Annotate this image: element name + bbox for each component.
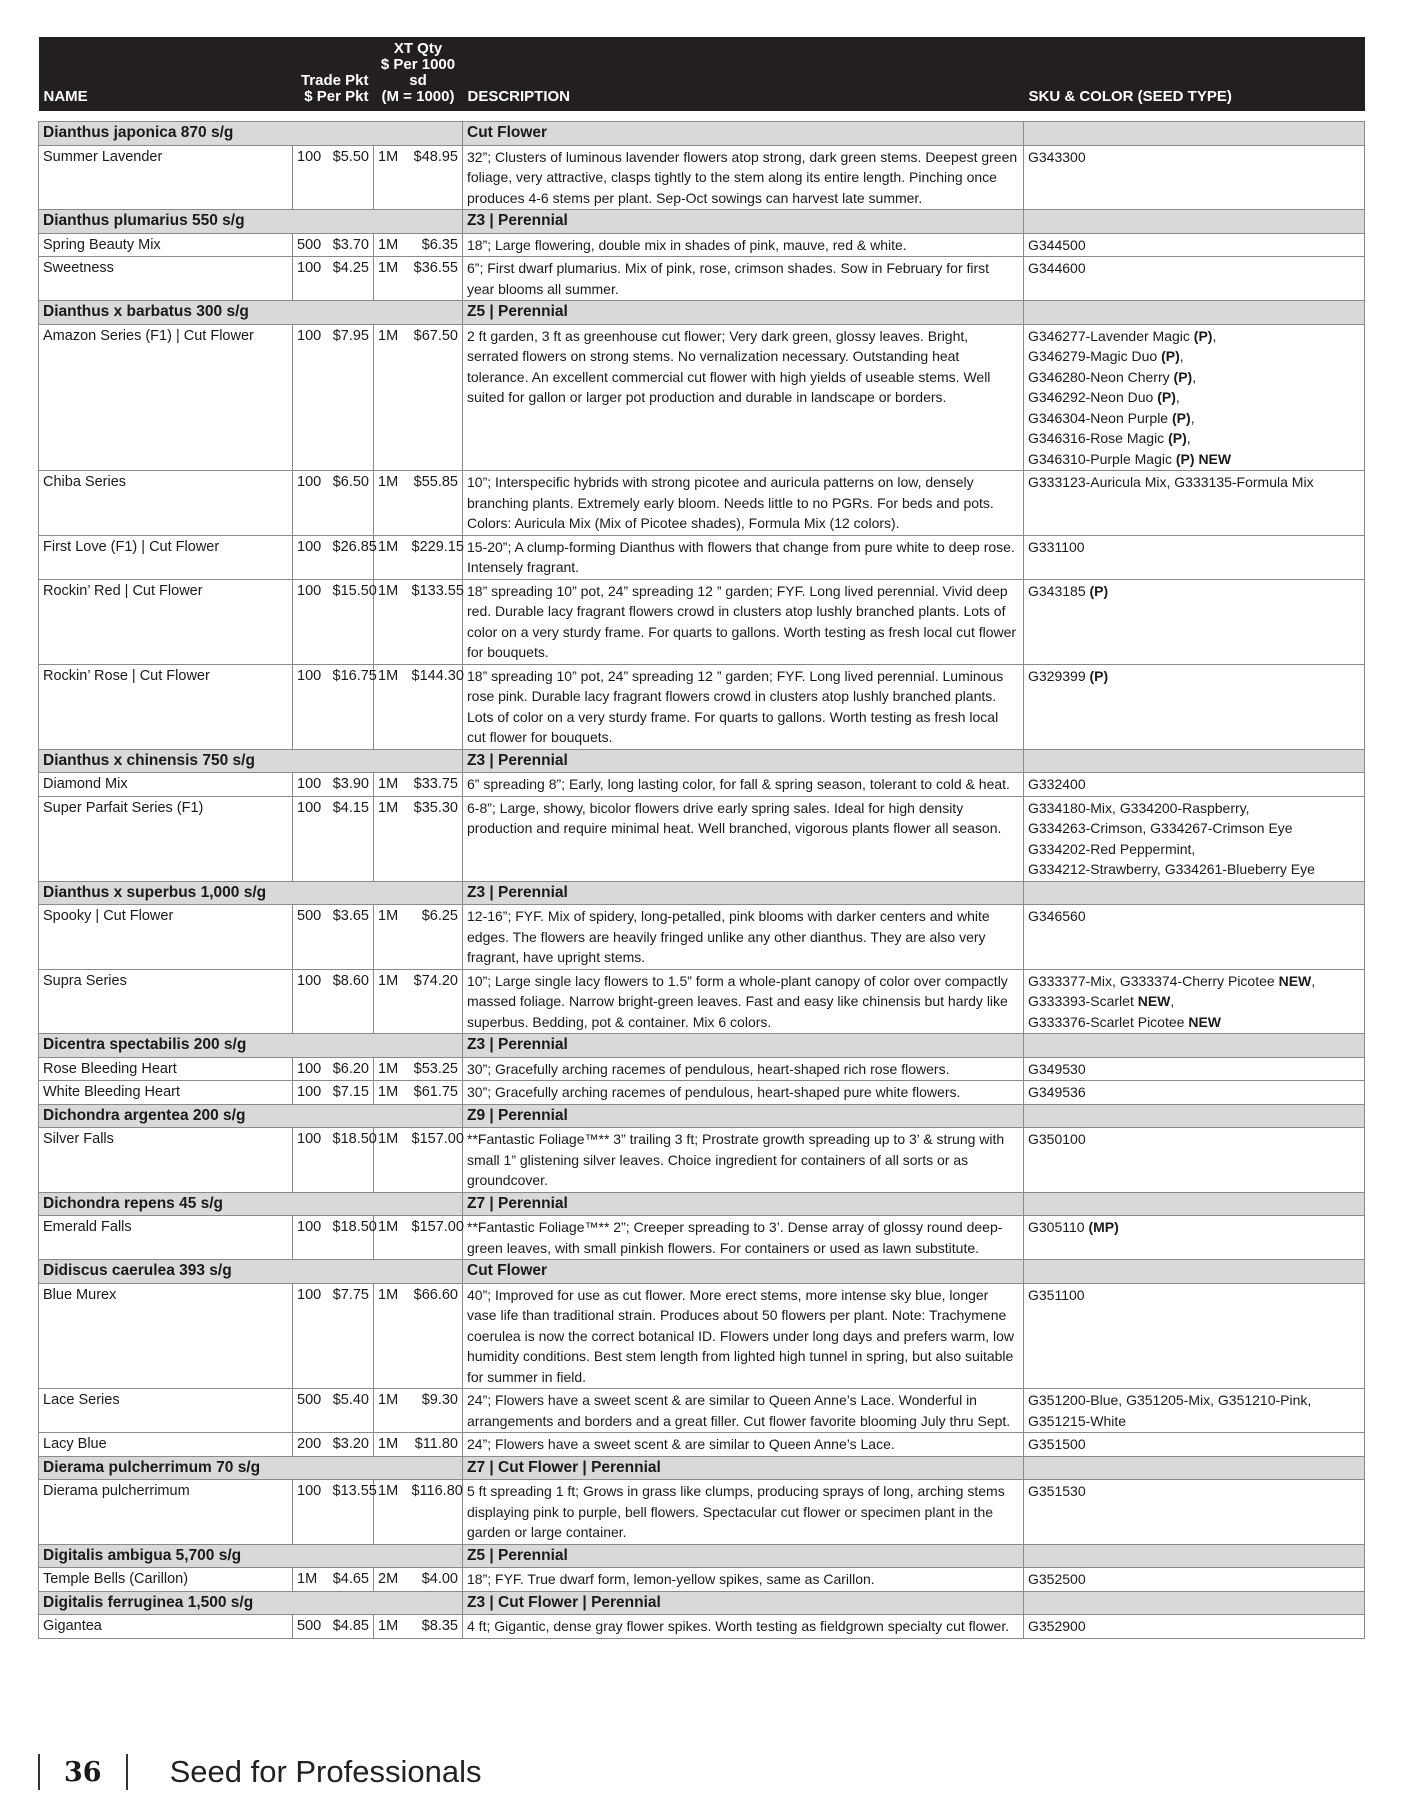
variety-sku: G334180-Mix, G334200-Raspberry, G334263-Crimson, G334267-Crimson Eye G334202-Red Peppermint, G334212-Strawberry, G334261-Blueberry Eye — [1024, 796, 1365, 881]
xt-price: $36.55 — [408, 257, 463, 301]
xt-price: $35.30 — [408, 796, 463, 881]
variety-name: Emerald Falls — [39, 1216, 293, 1260]
new-badge: NEW — [1278, 972, 1312, 989]
trade-pkt-qty: 100 — [293, 145, 329, 210]
table-row — [39, 233, 1365, 257]
xt-qty: 1M — [374, 324, 408, 471]
table-header-row — [39, 37, 1365, 111]
table-row — [39, 664, 1365, 749]
trade-pkt-price: $4.25 — [329, 257, 374, 301]
species-header-row — [39, 1544, 1365, 1568]
species-type: Z3 | Perennial — [463, 749, 1024, 773]
table-row — [39, 579, 1365, 664]
trade-pkt-qty: 100 — [293, 1216, 329, 1260]
variety-name: Rockin’ Red | Cut Flower — [39, 579, 293, 664]
variety-description: 10”; Interspecific hybrids with strong picotee and auricula patterns on low, densely branching plants. Extremely early bloom. Needs little to no PGRs. For beds and pots. Colors: Auricula Mix (Mix of Picotee shades), Formula Mix (12 colors). — [463, 471, 1024, 536]
xt-price: $55.85 — [408, 471, 463, 536]
xt-qty: 1M — [374, 1389, 408, 1433]
xt-qty: 1M — [374, 1081, 408, 1105]
variety-description: 32”; Clusters of luminous lavender flowers atop strong, dark green stems. Deepest green foliage, very attractive, clasps tightly to the stem along its entire length. Pinching once produces 4-6 stems per plant. Sep-Oct sowings can harvest late summer. — [463, 145, 1024, 210]
species-type: Z5 | Perennial — [463, 1544, 1024, 1568]
xt-price: $53.25 — [408, 1057, 463, 1081]
variety-name: Summer Lavender — [39, 145, 293, 210]
seed-type-marker: (P) — [1161, 348, 1180, 364]
trade-pkt-qty: 100 — [293, 257, 329, 301]
xt-qty: 2M — [374, 1568, 408, 1592]
xt-price: $48.95 — [408, 145, 463, 210]
header-xt-line2: $ Per 1000 sd — [380, 56, 456, 89]
xt-price: $229.15 — [408, 535, 463, 579]
xt-qty: 1M — [374, 773, 408, 797]
header-trade-pkt-line2: $ Per Pkt — [304, 88, 369, 105]
variety-description: **Fantastic Foliage™** 2”; Creeper spreading to 3’. Dense array of glossy round deep-green leaves, with small pinkish flowers. For containers or used as lawn substitute. — [463, 1216, 1024, 1260]
trade-pkt-qty: 100 — [293, 664, 329, 749]
page-footer — [38, 1752, 481, 1792]
table-row — [39, 1480, 1365, 1545]
seed-type-marker: (P) — [1089, 582, 1109, 599]
xt-price: $67.50 — [408, 324, 463, 471]
variety-name: Blue Murex — [39, 1283, 293, 1389]
species-sku-blank — [1024, 1456, 1365, 1480]
xt-qty: 1M — [374, 1216, 408, 1260]
table-row — [39, 1433, 1365, 1457]
variety-sku: G351100 — [1024, 1283, 1365, 1389]
variety-sku: G332400 — [1024, 773, 1365, 797]
variety-sku: G305110 (MP) — [1024, 1216, 1365, 1260]
variety-sku: G333377-Mix, G333374-Cherry Picotee NEW, G333393-Scarlet NEW, G333376-Scarlet Picotee NEW — [1024, 969, 1365, 1034]
seed-type-marker: (P) — [1168, 430, 1187, 446]
variety-description: 40”; Improved for use as cut flower. More erect stems, more intense sky blue, longer vase life than traditional strain. Produces about 50 flowers per plant. Note: Trachymene coerulea is now the correct botanical ID. Flowers under long days and prefers warm, low humidity conditions. Best stem length from lighted high tunnel in spring, but also suitable for summer in field. — [463, 1283, 1024, 1389]
variety-description: 18”; FYF. True dwarf form, lemon-yellow spikes, same as Carillon. — [463, 1568, 1024, 1592]
species-sku-blank — [1024, 1192, 1365, 1216]
species-type: Z3 | Perennial — [463, 1034, 1024, 1058]
variety-sku: G331100 — [1024, 535, 1365, 579]
variety-name: Temple Bells (Carillon) — [39, 1568, 293, 1592]
trade-pkt-qty: 100 — [293, 535, 329, 579]
variety-description: 12-16”; FYF. Mix of spidery, long-petalled, pink blooms with darker centers and white edges. The flowers are heavily fringed unlike any other dianthus. They are also very fragrant, have upright stems. — [463, 905, 1024, 970]
seed-type-marker: (P) — [1173, 368, 1193, 385]
species-name: Digitalis ambigua 5,700 s/g — [39, 1544, 463, 1568]
trade-pkt-price: $3.65 — [329, 905, 374, 970]
species-header-row — [39, 1104, 1365, 1128]
species-name: Dicentra spectabilis 200 s/g — [39, 1034, 463, 1058]
catalog-body — [39, 122, 1365, 1639]
trade-pkt-qty: 100 — [293, 1480, 329, 1545]
xt-qty: 1M — [374, 969, 408, 1034]
variety-name: Lace Series — [39, 1389, 293, 1433]
species-type: Z3 | Perennial — [463, 881, 1024, 905]
species-name: Dianthus x chinensis 750 s/g — [39, 749, 463, 773]
table-row — [39, 324, 1365, 471]
seed-type-marker: (P) — [1193, 327, 1213, 344]
trade-pkt-price: $26.85 — [329, 535, 374, 579]
variety-name: Diamond Mix — [39, 773, 293, 797]
seed-type-marker: (P) — [1172, 409, 1191, 426]
variety-description: 6”; First dwarf plumarius. Mix of pink, rose, crimson shades. Sow in February for first year blooms all summer. — [463, 257, 1024, 301]
trade-pkt-price: $7.95 — [329, 324, 374, 471]
variety-description: 30”; Gracefully arching racemes of pendulous, heart-shaped rich rose flowers. — [463, 1057, 1024, 1081]
xt-qty: 1M — [374, 1615, 408, 1639]
species-header-row — [39, 122, 1365, 146]
species-sku-blank — [1024, 1034, 1365, 1058]
xt-price: $133.55 — [408, 579, 463, 664]
variety-name: Rockin’ Rose | Cut Flower — [39, 664, 293, 749]
trade-pkt-qty: 100 — [293, 796, 329, 881]
variety-name: Rose Bleeding Heart — [39, 1057, 293, 1081]
xt-qty: 1M — [374, 905, 408, 970]
trade-pkt-price: $5.40 — [329, 1389, 374, 1433]
trade-pkt-price: $3.20 — [329, 1433, 374, 1457]
trade-pkt-price: $4.15 — [329, 796, 374, 881]
xt-qty: 1M — [374, 1433, 408, 1457]
table-row — [39, 1128, 1365, 1193]
header-sku: SKU & COLOR (SEED TYPE) — [1024, 37, 1365, 111]
xt-price: $116.80 — [408, 1480, 463, 1545]
variety-name: Silver Falls — [39, 1128, 293, 1193]
new-badge: NEW — [1137, 993, 1171, 1009]
table-row — [39, 1216, 1365, 1260]
header-trade-pkt — [293, 37, 374, 111]
variety-description: 24”; Flowers have a sweet scent & are similar to Queen Anne’s Lace. Wonderful in arrangements and borders and a great filler. Cut flower favorite blooming July thru Sept. — [463, 1389, 1024, 1433]
variety-name: Supra Series — [39, 969, 293, 1034]
table-row — [39, 773, 1365, 797]
species-name: Dichondra argentea 200 s/g — [39, 1104, 463, 1128]
variety-sku: G351200-Blue, G351205-Mix, G351210-Pink, G351215-White — [1024, 1389, 1365, 1433]
table-row — [39, 796, 1365, 881]
trade-pkt-price: $18.50 — [329, 1128, 374, 1193]
trade-pkt-price: $4.65 — [329, 1568, 374, 1592]
header-xt-line1: XT Qty — [393, 40, 443, 57]
trade-pkt-qty: 200 — [293, 1433, 329, 1457]
xt-qty: 1M — [374, 471, 408, 536]
species-sku-blank — [1024, 301, 1365, 325]
species-sku-blank — [1024, 122, 1365, 146]
variety-description: 5 ft spreading 1 ft; Grows in grass like clumps, producing sprays of long, arching stems displaying pink to purple, bell flowers. Spectacular cut flower or specimen plant in the garden or large container. — [463, 1480, 1024, 1545]
xt-price: $8.35 — [408, 1615, 463, 1639]
species-header-row — [39, 1192, 1365, 1216]
table-row — [39, 1615, 1365, 1639]
xt-price: $9.30 — [408, 1389, 463, 1433]
header-description: DESCRIPTION — [463, 37, 1024, 111]
trade-pkt-price: $6.50 — [329, 471, 374, 536]
variety-name: Dierama pulcherrimum — [39, 1480, 293, 1545]
variety-name: Gigantea — [39, 1615, 293, 1639]
variety-sku: G352900 — [1024, 1615, 1365, 1639]
species-name: Dianthus plumarius 550 s/g — [39, 210, 463, 234]
seed-type-marker: (P) — [1089, 667, 1109, 684]
variety-sku: G352500 — [1024, 1568, 1365, 1592]
trade-pkt-price: $6.20 — [329, 1057, 374, 1081]
species-header-row — [39, 301, 1365, 325]
trade-pkt-price: $7.75 — [329, 1283, 374, 1389]
trade-pkt-qty: 100 — [293, 1283, 329, 1389]
xt-qty: 1M — [374, 257, 408, 301]
variety-name: Chiba Series — [39, 471, 293, 536]
trade-pkt-qty: 500 — [293, 1615, 329, 1639]
species-name: Dianthus japonica 870 s/g — [39, 122, 463, 146]
trade-pkt-price: $4.85 — [329, 1615, 374, 1639]
trade-pkt-qty: 500 — [293, 1389, 329, 1433]
variety-sku: G343300 — [1024, 145, 1365, 210]
variety-description: 18” spreading 10” pot, 24” spreading 12 ” garden; FYF. Long lived perennial. Luminous rose pink. Durable lacy fragrant flowers crowd in clusters atop lushly branched plants. Lots of color on a very sturdy frame. For quarts to gallons. Worth testing as fresh local cut flower for bouquets. — [463, 664, 1024, 749]
species-header-row — [39, 881, 1365, 905]
trade-pkt-price: $16.75 — [329, 664, 374, 749]
xt-price: $11.80 — [408, 1433, 463, 1457]
trade-pkt-qty: 100 — [293, 1057, 329, 1081]
header-xt-line3: (M = 1000) — [381, 88, 455, 105]
variety-name: White Bleeding Heart — [39, 1081, 293, 1105]
species-name: Didiscus caerulea 393 s/g — [39, 1260, 463, 1284]
variety-sku: G351500 — [1024, 1433, 1365, 1457]
variety-description: 24”; Flowers have a sweet scent & are similar to Queen Anne’s Lace. — [463, 1433, 1024, 1457]
xt-price: $6.35 — [408, 233, 463, 257]
variety-name: Super Parfait Series (F1) — [39, 796, 293, 881]
species-type: Cut Flower — [463, 1260, 1024, 1284]
variety-name: Sweetness — [39, 257, 293, 301]
trade-pkt-price: $7.15 — [329, 1081, 374, 1105]
species-type: Cut Flower — [463, 122, 1024, 146]
footer-title: Seed for Professionals — [169, 1754, 482, 1789]
table-row — [39, 1389, 1365, 1433]
seed-type-marker: (P) — [1175, 450, 1195, 467]
species-name: Dichondra repens 45 s/g — [39, 1192, 463, 1216]
variety-sku: G344500 — [1024, 233, 1365, 257]
species-sku-blank — [1024, 1104, 1365, 1128]
variety-description: 6-8”; Large, showy, bicolor flowers drive early spring sales. Ideal for high density production and require minimal heat. Well branched, vigorous plants flower all season. — [463, 796, 1024, 881]
table-row — [39, 145, 1365, 210]
variety-sku: G329399 (P) — [1024, 664, 1365, 749]
species-header-row — [39, 210, 1365, 234]
xt-qty: 1M — [374, 1057, 408, 1081]
trade-pkt-price: $18.50 — [329, 1216, 374, 1260]
species-name: Dianthus x superbus 1,000 s/g — [39, 881, 463, 905]
header-name: NAME — [39, 37, 293, 111]
variety-sku: G350100 — [1024, 1128, 1365, 1193]
xt-price: $157.00 — [408, 1216, 463, 1260]
variety-name: Lacy Blue — [39, 1433, 293, 1457]
table-row — [39, 1081, 1365, 1105]
header-trade-pkt-line1: Trade Pkt — [300, 72, 369, 89]
trade-pkt-price: $13.55 — [329, 1480, 374, 1545]
xt-price: $4.00 — [408, 1568, 463, 1592]
catalog-table — [38, 37, 1365, 1639]
xt-qty: 1M — [374, 796, 408, 881]
seed-type-marker: (P) — [1157, 389, 1176, 405]
xt-price: $74.20 — [408, 969, 463, 1034]
table-row — [39, 471, 1365, 536]
new-badge: NEW — [1188, 1013, 1221, 1030]
species-sku-blank — [1024, 749, 1365, 773]
trade-pkt-price: $3.90 — [329, 773, 374, 797]
variety-description: 4 ft; Gigantic, dense gray flower spikes. Worth testing as fieldgrown specialty cut flower. — [463, 1615, 1024, 1639]
species-type: Z7 | Cut Flower | Perennial — [463, 1456, 1024, 1480]
species-header-row — [39, 1034, 1365, 1058]
trade-pkt-qty: 500 — [293, 233, 329, 257]
trade-pkt-qty: 100 — [293, 773, 329, 797]
trade-pkt-price: $8.60 — [329, 969, 374, 1034]
variety-sku: G346560 — [1024, 905, 1365, 970]
trade-pkt-price: $3.70 — [329, 233, 374, 257]
species-sku-blank — [1024, 1544, 1365, 1568]
species-sku-blank — [1024, 210, 1365, 234]
table-row — [39, 257, 1365, 301]
xt-price: $157.00 — [408, 1128, 463, 1193]
variety-sku: G349530 — [1024, 1057, 1365, 1081]
species-sku-blank — [1024, 1591, 1365, 1615]
variety-sku: G351530 — [1024, 1480, 1365, 1545]
species-sku-blank — [1024, 1260, 1365, 1284]
species-name: Dierama pulcherrimum 70 s/g — [39, 1456, 463, 1480]
variety-name: Spring Beauty Mix — [39, 233, 293, 257]
variety-sku: G346277-Lavender Magic (P), G346279-Magic Duo (P), G346280-Neon Cherry (P), G346292-Neon Duo (P), G346304-Neon Purple (P), G346316-Rose Magic (P), G346310-Purple Magic (P) NEW — [1024, 324, 1365, 471]
table-row — [39, 1568, 1365, 1592]
xt-price: $144.30 — [408, 664, 463, 749]
variety-name: Amazon Series (F1) | Cut Flower — [39, 324, 293, 471]
species-header-row — [39, 749, 1365, 773]
seed-type-marker: (MP) — [1088, 1219, 1119, 1235]
header-xt-qty — [374, 37, 463, 111]
variety-name: Spooky | Cut Flower — [39, 905, 293, 970]
variety-description: 10”; Large single lacy flowers to 1.5” form a whole-plant canopy of color over compactly massed foliage. Narrow bright-green leaves. Fast and easy like chinensis but hardy like superbus. Bedding, pot & container. Mix 6 colors. — [463, 969, 1024, 1034]
trade-pkt-qty: 100 — [293, 579, 329, 664]
xt-price: $61.75 — [408, 1081, 463, 1105]
table-row — [39, 1057, 1365, 1081]
trade-pkt-qty: 1M — [293, 1568, 329, 1592]
species-type: Z3 | Cut Flower | Perennial — [463, 1591, 1024, 1615]
variety-description: 15-20”; A clump-forming Dianthus with flowers that change from pure white to deep rose. Intensely fragrant. — [463, 535, 1024, 579]
species-name: Digitalis ferruginea 1,500 s/g — [39, 1591, 463, 1615]
variety-sku: G333123-Auricula Mix, G333135-Formula Mix — [1024, 471, 1365, 536]
variety-description: 2 ft garden, 3 ft as greenhouse cut flower; Very dark green, glossy leaves. Bright, serrated flowers on strong stems. No vernalization necessary. Outstanding heat tolerance. An excellent commercial cut flower with high yields of useable stems. Well suited for gallon or larger pot production and durable in landscape or borders. — [463, 324, 1024, 471]
variety-description: 18”; Large flowering, double mix in shades of pink, mauve, red & white. — [463, 233, 1024, 257]
variety-description: **Fantastic Foliage™** 3” trailing 3 ft; Prostrate growth spreading up to 3’ & strung with small 1” glistening silver leaves. Choice ingredient for containers of all sorts or as groundcover. — [463, 1128, 1024, 1193]
page-number: 36 — [64, 1756, 102, 1788]
xt-qty: 1M — [374, 1283, 408, 1389]
species-header-row — [39, 1456, 1365, 1480]
species-type: Z3 | Perennial — [463, 210, 1024, 234]
xt-price: $33.75 — [408, 773, 463, 797]
table-row — [39, 535, 1365, 579]
variety-description: 30”; Gracefully arching racemes of pendulous, heart-shaped pure white flowers. — [463, 1081, 1024, 1105]
variety-name: First Love (F1) | Cut Flower — [39, 535, 293, 579]
species-type: Z7 | Perennial — [463, 1192, 1024, 1216]
variety-description: 6” spreading 8”; Early, long lasting color, for fall & spring season, tolerant to cold & heat. — [463, 773, 1024, 797]
trade-pkt-qty: 500 — [293, 905, 329, 970]
table-row — [39, 969, 1365, 1034]
trade-pkt-qty: 100 — [293, 1081, 329, 1105]
trade-pkt-qty: 100 — [293, 324, 329, 471]
species-header-row — [39, 1591, 1365, 1615]
xt-qty: 1M — [374, 1128, 408, 1193]
trade-pkt-price: $5.50 — [329, 145, 374, 210]
xt-price: $6.25 — [408, 905, 463, 970]
variety-description: 18” spreading 10” pot, 24” spreading 12 ” garden; FYF. Long lived perennial. Vivid deep red. Durable lacy fragrant flowers crowd in clusters atop lushly branched plants. Lots of color on a very sturdy frame. For quarts to gallons. Worth testing as fresh local cut flower for bouquets. — [463, 579, 1024, 664]
xt-qty: 1M — [374, 579, 408, 664]
variety-sku: G344600 — [1024, 257, 1365, 301]
species-type: Z9 | Perennial — [463, 1104, 1024, 1128]
table-row — [39, 905, 1365, 970]
xt-price: $66.60 — [408, 1283, 463, 1389]
trade-pkt-price: $15.50 — [329, 579, 374, 664]
xt-qty: 1M — [374, 535, 408, 579]
species-name: Dianthus x barbatus 300 s/g — [39, 301, 463, 325]
xt-qty: 1M — [374, 1480, 408, 1545]
new-badge: NEW — [1198, 450, 1232, 467]
species-sku-blank — [1024, 881, 1365, 905]
xt-qty: 1M — [374, 145, 408, 210]
xt-qty: 1M — [374, 664, 408, 749]
species-header-row — [39, 1260, 1365, 1284]
species-type: Z5 | Perennial — [463, 301, 1024, 325]
trade-pkt-qty: 100 — [293, 471, 329, 536]
trade-pkt-qty: 100 — [293, 1128, 329, 1193]
trade-pkt-qty: 100 — [293, 969, 329, 1034]
variety-sku: G343185 (P) — [1024, 579, 1365, 664]
table-row — [39, 1283, 1365, 1389]
variety-sku: G349536 — [1024, 1081, 1365, 1105]
xt-qty: 1M — [374, 233, 408, 257]
